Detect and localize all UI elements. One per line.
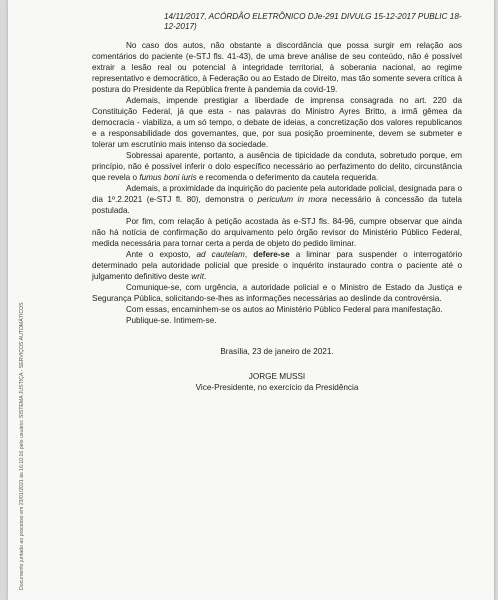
citation-header: 14/11/2017, ACÓRDÃO ELETRÔNICO DJe-291 DIVULG 15-12-2017 PUBLIC 18-12-2017)	[164, 12, 462, 31]
fumus-boni-iuris-term: fumus boni iuris	[139, 173, 197, 182]
paragraph-6-body: a liminar para suspender o interrogatório determinado pela autoridade policial que preside o inquérito instaurado contra o paciente até o julgamento definitivo deste	[92, 250, 463, 281]
writ-term: writ	[191, 272, 204, 281]
paragraph-9: Publique-se. Intimem-se.	[126, 316, 217, 325]
paragraph-5: Por fim, com relação à petição acostada às e-STJ fls. 84-96, cumpre observar que ainda não há notícia de confirmação do arquivamento pelo órgão revisor do Ministério Público Federal, medida necessária para tornar certa a perda de objeto do pedido liminar.	[92, 217, 462, 248]
date-line: Brasília, 23 de janeiro de 2021.	[220, 347, 334, 356]
paragraph-8: Com essas, encaminhem-se os autos ao Ministério Público Federal para manifestação.	[126, 305, 443, 314]
defere-se-term: defere-se	[253, 250, 290, 259]
paragraph-4-text: Ademais, a proximidade da inquirição do paciente pela autoridade policial, designada para o dia 1º.2.2021 (e-STJ fl. 80), demonstra o	[92, 184, 462, 204]
paragraph-6	[92, 249, 462, 282]
paragraph-2: Ademais, impende prestigiar a liberdade de imprensa consagrada no art. 220 da Constituição Federal, já que esta - nas palavras do Ministro Ayres Britto, a irmã gêmea da democracia - viabiliza, a um só tempo, o debate de ideias, a concretização dos valores republicanos e a responsabilidade dos governantes, que, por sua posição proeminente, devem se submeter e tolerar um escrutínio mais intenso da sociedade.	[92, 96, 462, 149]
paragraph-3	[92, 150, 462, 183]
paragraph-1: No caso dos autos, não obstante a discordância que possa surgir em relação aos comentários do paciente (e-STJ fls. 41-43), de uma breve análise de seu conteúdo, não é possível extrair a lesão real ou potencial à integridade territorial, à soberania nacional, ao regime representativo e democrático, à Federação ou ao Estado de Direito, mas tão somente severa crítica à postura do Presidente da República frente à pandemia da covid-19.	[92, 41, 462, 94]
document-page	[8, 0, 494, 600]
paragraph-7: Comunique-se, com urgência, a autoridade policial e o Ministro de Estado da Justiça e Segurança Pública, solicitando-se-lhes as informações necessárias ao deslinde da controvérsia.	[92, 283, 462, 303]
periculum-in-mora-term: periculum in mora	[257, 195, 328, 204]
paragraph-4-tail: necessário à concessão da tutela postulada.	[92, 195, 462, 215]
paragraph-3-tail: e recomenda o deferimento da cautela requerida.	[196, 173, 379, 182]
ad-cautelam-term: ad cautelam	[196, 250, 245, 259]
signer-name: JORGE MUSSI	[248, 372, 306, 381]
document-body	[92, 12, 462, 393]
side-margin-note	[10, 0, 28, 600]
paragraph-6-comma: ,	[244, 250, 254, 259]
signer-role: Vice-Presidente, no exercício da Presidência	[195, 383, 359, 392]
paragraph-6-text: Ante o exposto,	[126, 250, 197, 259]
paragraph-3-text: Sobressai aparente, portanto, a ausência de tipicidade da conduta, sobretudo porque, em princípio, não é possível inferir o dolo específico necessário ao perfazimento do delito, circunstância que revela o	[92, 151, 462, 182]
side-note-text: Documento juntado ao processo em 23/01/2021 às 16:10:16 pelo usuário: SISTEMA JUSTIÇA - SERVIÇOS AUTOMÁTICOS	[19, 302, 25, 590]
paragraph-6-end: .	[203, 272, 207, 281]
paragraph-4	[92, 183, 462, 216]
